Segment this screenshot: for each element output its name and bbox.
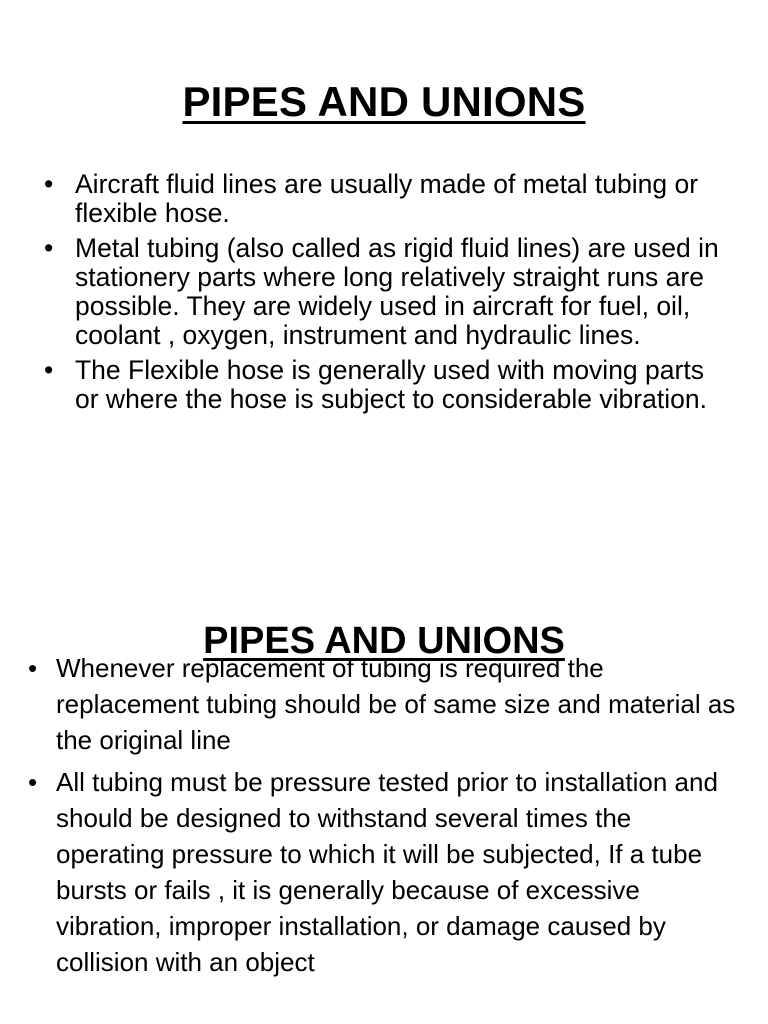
bullet-icon: • <box>44 169 54 199</box>
slide-2 <box>0 560 768 1024</box>
bullet-icon: • <box>28 653 38 683</box>
list-item <box>44 355 725 414</box>
bullet-text: Whenever replacement of tubing is required the replacement tubing should be of same size and material as the original line <box>56 653 736 755</box>
bullet-icon: • <box>44 233 54 263</box>
bullet-text: All tubing must be pressure tested prior to installation and should be designed to withstand several times the operating pressure to which it will be subjected, If a tube bursts or fails , it is generally because of excessive vibration, improper installation, or damage caused by collision with an object <box>56 767 718 977</box>
slide-1-bullet-list <box>44 169 725 420</box>
list-item <box>28 764 736 980</box>
slide-2-bullet-list <box>28 650 736 986</box>
list-item <box>28 650 736 758</box>
bullet-icon: • <box>28 767 38 797</box>
slide-1-title: PIPES AND UNIONS <box>182 78 586 126</box>
bullet-text: Metal tubing (also called as rigid fluid lines) are used in stationery parts where long relatively straight runs are possible. They are widely used in aircraft for fuel, oil, coolant , oxygen, instrument and hydraulic lines. <box>75 233 719 350</box>
bullet-text: The Flexible hose is generally used with moving parts or where the hose is subject to considerable vibration. <box>75 355 707 414</box>
bullet-text: Aircraft fluid lines are usually made of metal tubing or flexible hose. <box>75 169 699 228</box>
bullet-icon: • <box>44 355 54 385</box>
list-item <box>44 233 725 350</box>
list-item <box>44 169 725 228</box>
slide-2-title: PIPES AND UNIONS <box>203 620 565 663</box>
